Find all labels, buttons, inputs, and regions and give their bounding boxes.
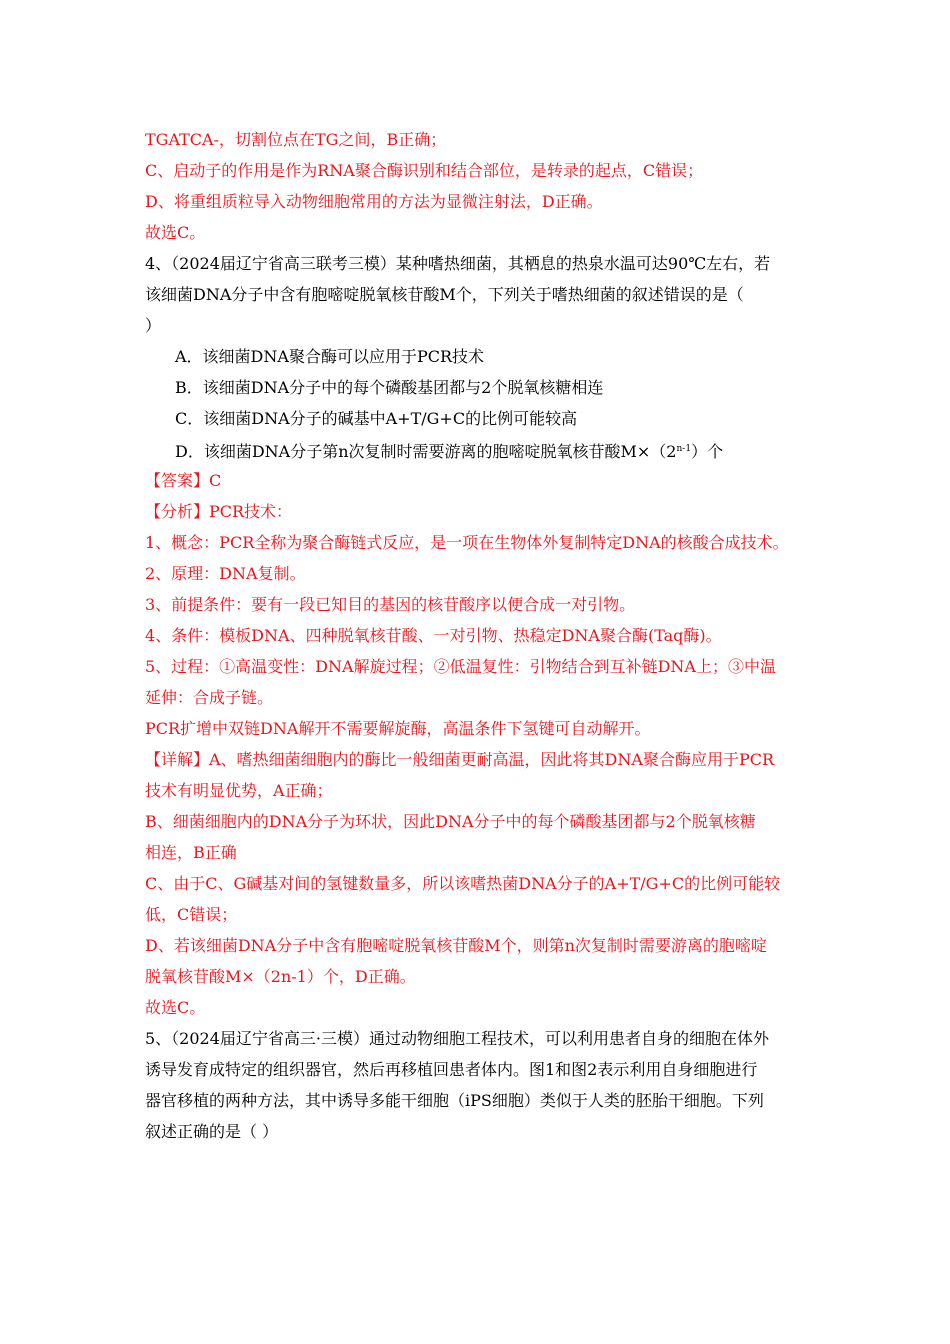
q5-stem-line-4: 叙述正确的是（ ）: [145, 1122, 279, 1141]
q4-analysis-heading: 【分析】PCR技术：: [145, 502, 293, 521]
q3-conclusion: 故选C。: [145, 223, 206, 242]
q4-detail-c-2: 低，C错误；: [145, 905, 238, 924]
q4-option-d-text: D．该细菌DNA分子第n次复制时需要游离的胞嘧啶脱氧核苷酸M×（2: [175, 442, 677, 461]
q3-explanation-b: TGATCA-，切割位点在TG之间，B正确；: [145, 130, 447, 149]
q4-detail-d-2: 脱氧核苷酸M×（2n-1）个，D正确。: [145, 967, 416, 986]
q4-option-d-suffix: ）个: [691, 442, 724, 461]
q4-answer: 【答案】C: [145, 471, 222, 490]
q5-stem-line-3: 器官移植的两种方法，其中诱导多能干细胞（iPS细胞）类似于人类的胚胎干细胞。下列: [145, 1091, 764, 1110]
q4-stem-line-2: 该细菌DNA分子中含有胞嘧啶脱氧核苷酸M个，下列关于嗜热细菌的叙述错误的是（: [145, 285, 744, 304]
q4-detail-d-1: D、若该细菌DNA分子中含有胞嘧啶脱氧核苷酸M个，则第n次复制时需要游离的胞嘧啶: [145, 936, 767, 955]
q4-detail-a-1: 【详解】A、嗜热细菌细胞内的酶比一般细菌更耐高温，因此将其DNA聚合酶应用于PCR: [145, 750, 774, 769]
q4-detail-c-1: C、由于C、G碱基对间的氢键数量多，所以该嗜热菌DNA分子的A+T/G+C的比例可能较: [145, 874, 781, 893]
q4-detail-b-2: 相连，B正确: [145, 843, 237, 862]
q4-option-a: A．该细菌DNA聚合酶可以应用于PCR技术: [175, 347, 484, 366]
q4-analysis-5a: 5、过程：①高温变性：DNA解旋过程；②低温复性：引物结合到互补链DNA上；③中温: [145, 657, 776, 676]
document-page: [145, 124, 815, 1147]
q4-conclusion: 故选C。: [145, 998, 206, 1017]
q4-analysis-1: 1、概念：PCR全称为聚合酶链式反应，是一项在生物体外复制特定DNA的核酸合成技术。: [145, 533, 789, 552]
q4-option-c: C．该细菌DNA分子的碱基中A+T/G+C的比例可能较高: [175, 409, 578, 428]
q4-option-b: B．该细菌DNA分子中的每个磷酸基团都与2个脱氧核糖相连: [175, 378, 604, 397]
q4-stem-line-3: ）: [145, 316, 162, 335]
q4-stem-line-1: 4、（2024届辽宁省高三联考三模）某种嗜热细菌，其栖息的热泉水温可达90℃左右，若: [145, 254, 771, 273]
q4-analysis-4: 4、条件：模板DNA、四种脱氧核苷酸、一对引物、热稳定DNA聚合酶(Taq酶)。: [145, 626, 722, 645]
q5-stem-line-1: 5、（2024届辽宁省高三·三模）通过动物细胞工程技术，可以利用患者自身的细胞在体外: [145, 1029, 769, 1048]
q4-analysis-6: PCR扩增中双链DNA解开不需要解旋酶，高温条件下氢键可自动解开。: [145, 719, 651, 738]
q4-analysis-5b: 延伸：合成子链。: [145, 688, 274, 707]
q4-analysis-3: 3、前提条件：要有一段已知目的基因的核苷酸序以便合成一对引物。: [145, 595, 636, 614]
q4-option-d: [145, 434, 815, 465]
q4-option-d-exponent: n-1: [676, 444, 692, 454]
q4-analysis-2: 2、原理：DNA复制。: [145, 564, 306, 583]
q4-detail-b-1: B、细菌细胞内的DNA分子为环状，因此DNA分子中的每个磷酸基团都与2个脱氧核糖: [145, 812, 756, 831]
q3-explanation-d: D、将重组质粒导入动物细胞常用的方法为显微注射法，D正确。: [145, 192, 603, 211]
q5-stem-line-2: 诱导发育成特定的组织器官，然后再移植回患者体内。图1和图2表示利用自身细胞进行: [145, 1060, 758, 1079]
q4-detail-a-2: 技术有明显优势，A正确；: [145, 781, 333, 800]
q3-explanation-c: C、启动子的作用是作为RNA聚合酶识别和结合部位，是转录的起点，C错误；: [145, 161, 704, 180]
